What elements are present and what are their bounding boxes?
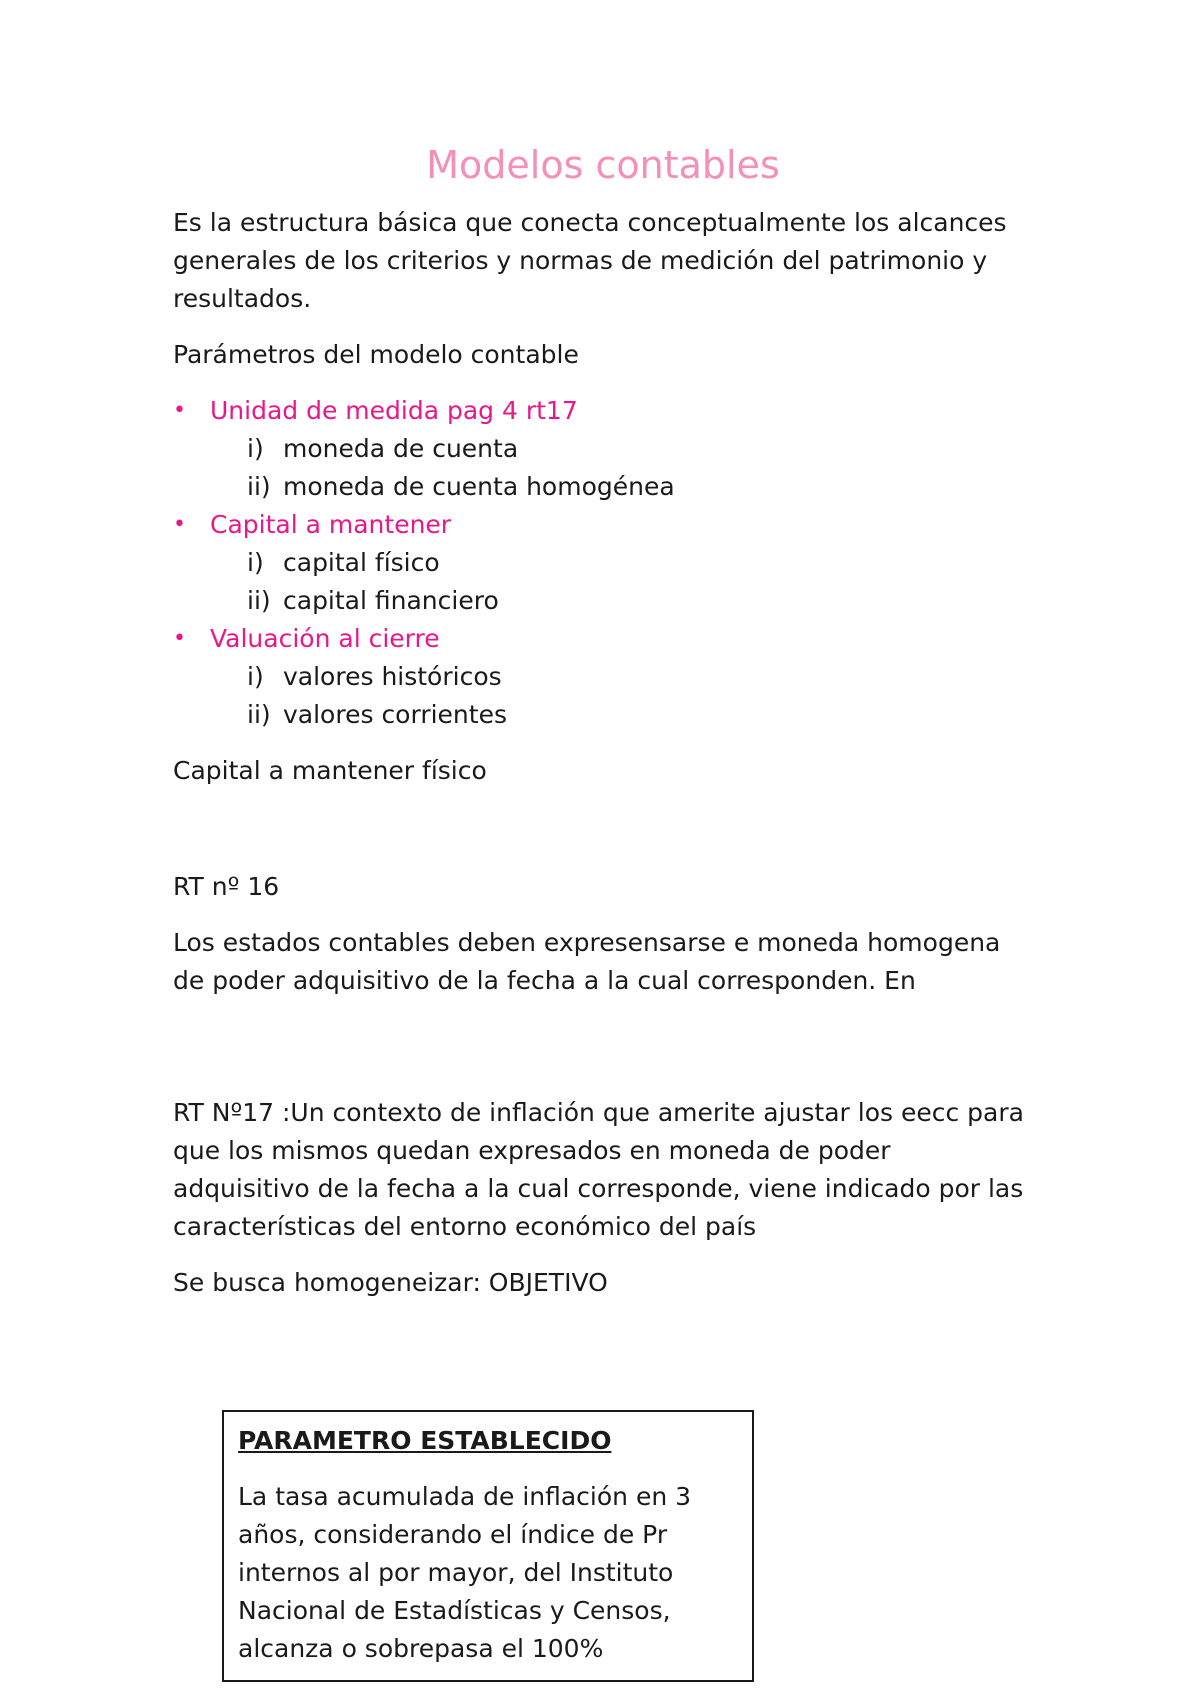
- params-list: [173, 392, 1033, 734]
- page-title: Modelos contables: [426, 143, 780, 187]
- capital-line: Capital a mantener físico: [173, 756, 487, 785]
- param-label: Unidad de medida pag 4 rt17: [210, 396, 578, 425]
- rt16-heading: RT nº 16: [173, 872, 280, 901]
- param-item: [173, 620, 1033, 734]
- sub-item: i) moneda de cuenta: [247, 434, 519, 463]
- sub-item: i) valores históricos: [247, 662, 502, 691]
- param-item: [173, 506, 1033, 620]
- sub-item: ii) valores corrientes: [247, 700, 507, 729]
- bullet-icon: •: [173, 626, 186, 651]
- param-item: [173, 392, 1033, 506]
- params-heading: Parámetros del modelo contable: [173, 340, 579, 369]
- objective-line: Se busca homogeneizar: OBJETIVO: [173, 1268, 608, 1297]
- document-page: [173, 140, 1033, 1320]
- rt16-paragraph: Los estados contables deben expresensarse e moneda homogena de poder adquisitivo de la fecha a la cual corresponden. En: [173, 928, 1001, 995]
- param-label: Valuación al cierre: [210, 624, 440, 653]
- intro-paragraph: Es la estructura básica que conecta conceptualmente los alcances generales de los criterios y normas de medición del patrimonio y resultados.: [173, 208, 1007, 313]
- rt17-paragraph: RT Nº17 :Un contexto de inflación que amerite ajustar los eecc para que los mismos quedan expresados en moneda de poder adquisitivo de la fecha a la cual corresponde, viene indicado por las características del entorno económico del país: [173, 1098, 1024, 1241]
- box-text: La tasa acumulada de inflación en 3 años, considerando el índice de Pr internos al por mayor, del Instituto Nacional de Estadísticas y Censos, alcanza o sobrepasa el 100%: [238, 1482, 692, 1663]
- param-label: Capital a mantener: [210, 510, 452, 539]
- sub-item: ii) capital financiero: [247, 586, 499, 615]
- sub-list: [173, 658, 1033, 734]
- sub-list: [173, 430, 1033, 506]
- bullet-icon: •: [173, 398, 186, 423]
- sub-list: [173, 544, 1033, 620]
- sub-item: i) capital físico: [247, 548, 440, 577]
- sub-item: ii) moneda de cuenta homogénea: [247, 472, 675, 501]
- bullet-icon: •: [173, 512, 186, 537]
- parametro-box: [222, 1410, 754, 1682]
- box-heading: PARAMETRO ESTABLECIDO: [238, 1426, 612, 1455]
